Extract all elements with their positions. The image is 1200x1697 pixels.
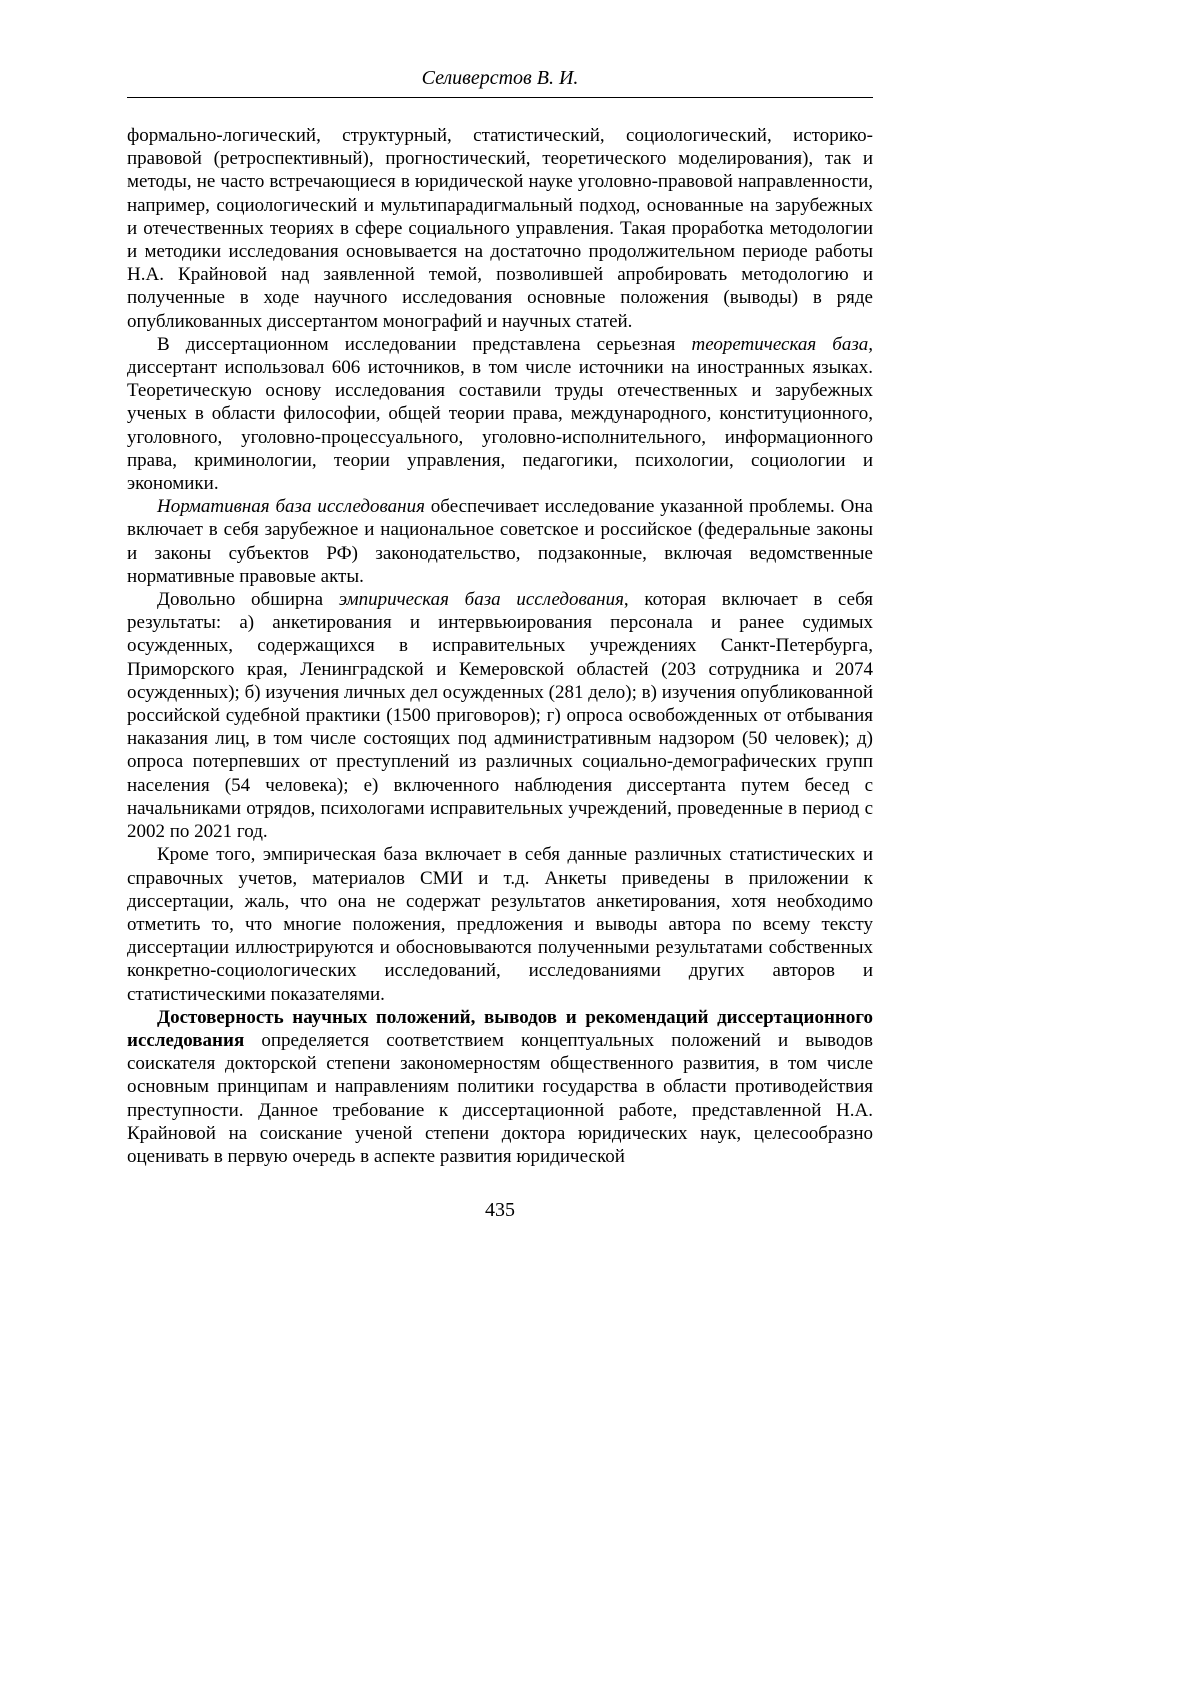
paragraph [127, 588, 873, 843]
italic-run: Нормативная база исследования [157, 496, 425, 518]
header-rule [127, 97, 873, 98]
italic-run: теоретическая база, [691, 333, 874, 355]
running-header-author: Селиверстов В. И. [421, 67, 579, 89]
running-header [127, 66, 873, 97]
text-run: , которая включает в себя результаты: а) анкетирования и интервьюирования персонала и ранее судимых осужденных, содержащихся в исправительных учреждениях Санкт-Петербурга, Приморского края, Ленинградской и Кемеровской областей (203 сотрудника и 2074 осужденных); б) изучения личных дел осужденных (281 дело); в) изучения опубликованной российской судебной практики (1500 приговоров); г) опроса освобожденных от отбывания наказания лиц, в том числе состоящих под административным надзором (50 человек); д) опроса потерпевших от преступлений из различных социально-демографических групп населения (54 человека); е) включенного наблюдения диссертанта путем бесед с начальниками отрядов, психологами исправительных учреждений, проведенные в период с 2002 по 2021 год. [127, 589, 873, 843]
page-footer [127, 1198, 873, 1222]
text-column [127, 124, 873, 1168]
paragraph [127, 843, 873, 1005]
text-run: формально-логический, структурный, статистический, социологический, историко-правовой (ретроспективный), прогностический, теоретического моделирования), так и методы, не часто встречающиеся в юридической науке уголовно-правовой направленности, например, социологический и мультипарадигмальный подход, основанные на зарубежных и отечественных теориях в сфере социального управления. Такая проработка методологии и методики исследования основывается на достаточно продолжительном периоде работы Н.А. Крайновой над заявленной темой, позволившей апробировать методологию и полученные в ходе научного исследования основные положения (выводы) в ряде опубликованных диссертантом монографий и научных статей. [127, 125, 873, 332]
paragraph [127, 1006, 873, 1168]
page-content-area [127, 66, 873, 1222]
text-run: Довольно обширна [157, 589, 339, 611]
text-run: определяется соответствием концептуальных положений и выводов соискателя докторской степени закономерностям общественного развития, в том числе основным принципам и направлениям политики государства в области противодействия преступности. Данное требование к диссертационной работе, представленной Н.А. Крайновой на соискание ученой степени доктора юридических наук, целесообразно оценивать в первую очередь в аспекте развития юридической [127, 1029, 873, 1167]
text-run: обеспечивает исследование указанной проблемы. Она включает в себя зарубежное и национальное советское и российское (федеральные законы и законы субъектов РФ) законодательство, подзаконные, включая ведомственные нормативные правовые акты. [127, 496, 873, 587]
italic-run: эмпирическая база исследования [338, 589, 624, 611]
paragraph [127, 333, 873, 495]
bold-run: Достоверность научных положений, выводов и рекомендаций диссертационного исследования [127, 1006, 873, 1051]
text-run: диссертант использовал 606 источников, в том числе источники на иностранных языках. Теоретическую основу исследования составили труды отечественных и зарубежных ученых в области философии, общей теории права, международного, конституционного, уголовного, уголовно-процессуального, уголовно-исполнительного, информационного права, криминологии, теории управления, педагогики, психологии, социологии и экономики. [127, 357, 873, 495]
text-run: Кроме того, эмпирическая база включает в себя данные различных статистических и справочных учетов, материалов СМИ и т.д. Анкеты приведены в приложении к диссертации, жаль, что она не содержат результатов анкетирования, хотя необходимо отметить то, что многие положения, предложения и выводы автора по всему тексту диссертации иллюстрируются и обосновываются полученными результатами собственных конкретно-социологических исследований, исследованиями других авторов и статистическими показателями. [127, 844, 873, 1005]
page-number: 435 [485, 1199, 515, 1222]
text-run: В диссертационном исследовании представлена серьезная [157, 333, 692, 355]
paragraph [127, 124, 873, 333]
paragraph [127, 495, 873, 588]
